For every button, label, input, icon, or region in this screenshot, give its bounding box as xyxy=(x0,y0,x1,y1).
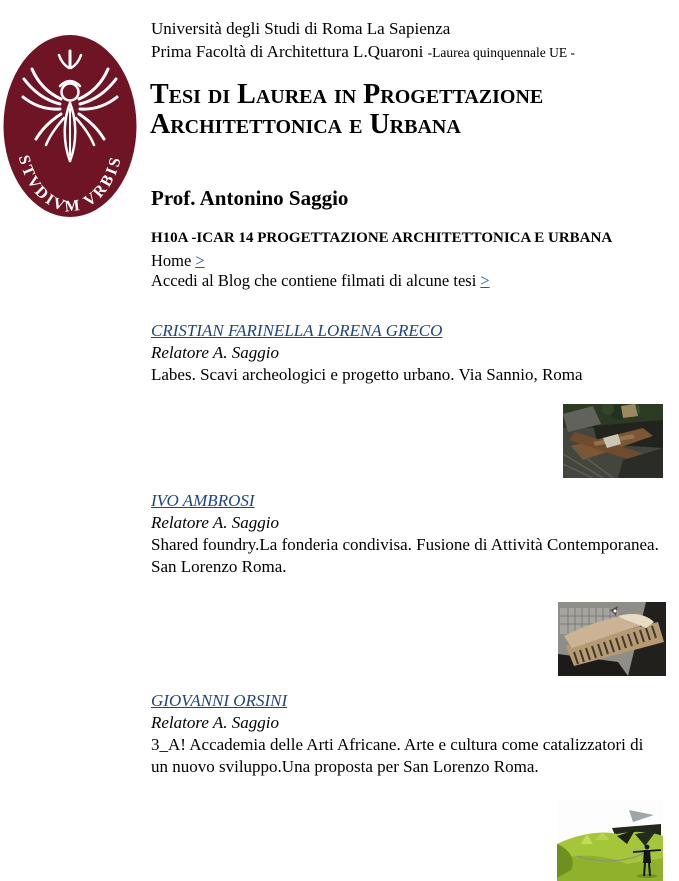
thesis-authors-link[interactable]: IVO AMBROSI xyxy=(151,491,255,510)
page-title-line2: Architettonica e Urbana xyxy=(150,109,461,140)
thesis-entry xyxy=(151,320,663,386)
home-label: Home xyxy=(151,251,192,270)
nav-home-line xyxy=(151,251,205,271)
thesis-thumbnail-green-render[interactable] xyxy=(557,800,663,881)
blog-link-arrow[interactable]: > xyxy=(480,271,490,290)
thesis-authors-link[interactable]: CRISTIAN FARINELLA LORENA GRECO xyxy=(151,321,443,340)
blog-label: Accedi al Blog che contiene filmati di alcune tesi xyxy=(151,271,477,290)
page-title xyxy=(150,80,543,140)
thesis-description: 3_A! Accademia delle Arti Africane. Arte e cultura come catalizzatori di un nuovo sviluppo.Una proposta per San Lorenzo Roma. xyxy=(151,735,644,776)
thesis-description: Shared foundry.La fonderia condivisa. Fusione di Attività Contemporanea. San Lorenzo Roma. xyxy=(151,535,659,576)
course-code-heading: H10A -ICAR 14 PROGETTAZIONE ARCHITETTONICA E URBANA xyxy=(151,230,613,246)
thesis-thumbnail-aerial-photo[interactable] xyxy=(563,404,663,478)
university-header xyxy=(151,17,575,64)
faculty-line xyxy=(151,40,575,64)
thesis-relatore: Relatore A. Saggio xyxy=(151,713,279,732)
nav-blog-line xyxy=(151,271,490,291)
logo-motto: STVDIVM VRBIS xyxy=(14,153,126,216)
thesis-description: Labes. Scavi archeologici e progetto urbano. Via Sannio, Roma xyxy=(151,365,583,384)
page-title-line1: Tesi di Laurea in Progettazione xyxy=(150,79,544,110)
home-link-arrow[interactable]: > xyxy=(195,251,205,270)
faculty-name: Prima Facoltà di Architettura L.Quaroni xyxy=(151,42,424,61)
thesis-authors-link[interactable]: GIOVANNI ORSINI xyxy=(151,691,288,710)
thesis-entry xyxy=(151,490,663,578)
faculty-note: -Laurea quinquennale UE - xyxy=(427,45,575,60)
university-name: Università degli Studi di Roma La Sapienza xyxy=(151,19,451,38)
thesis-relatore: Relatore A. Saggio xyxy=(151,343,279,362)
thesis-relatore: Relatore A. Saggio xyxy=(151,513,279,532)
sapienza-logo xyxy=(2,33,139,219)
thesis-thumbnail-model-photo[interactable] xyxy=(558,602,666,676)
professor-name: Prof. Antonino Saggio xyxy=(151,186,349,210)
thesis-entry xyxy=(151,690,663,778)
